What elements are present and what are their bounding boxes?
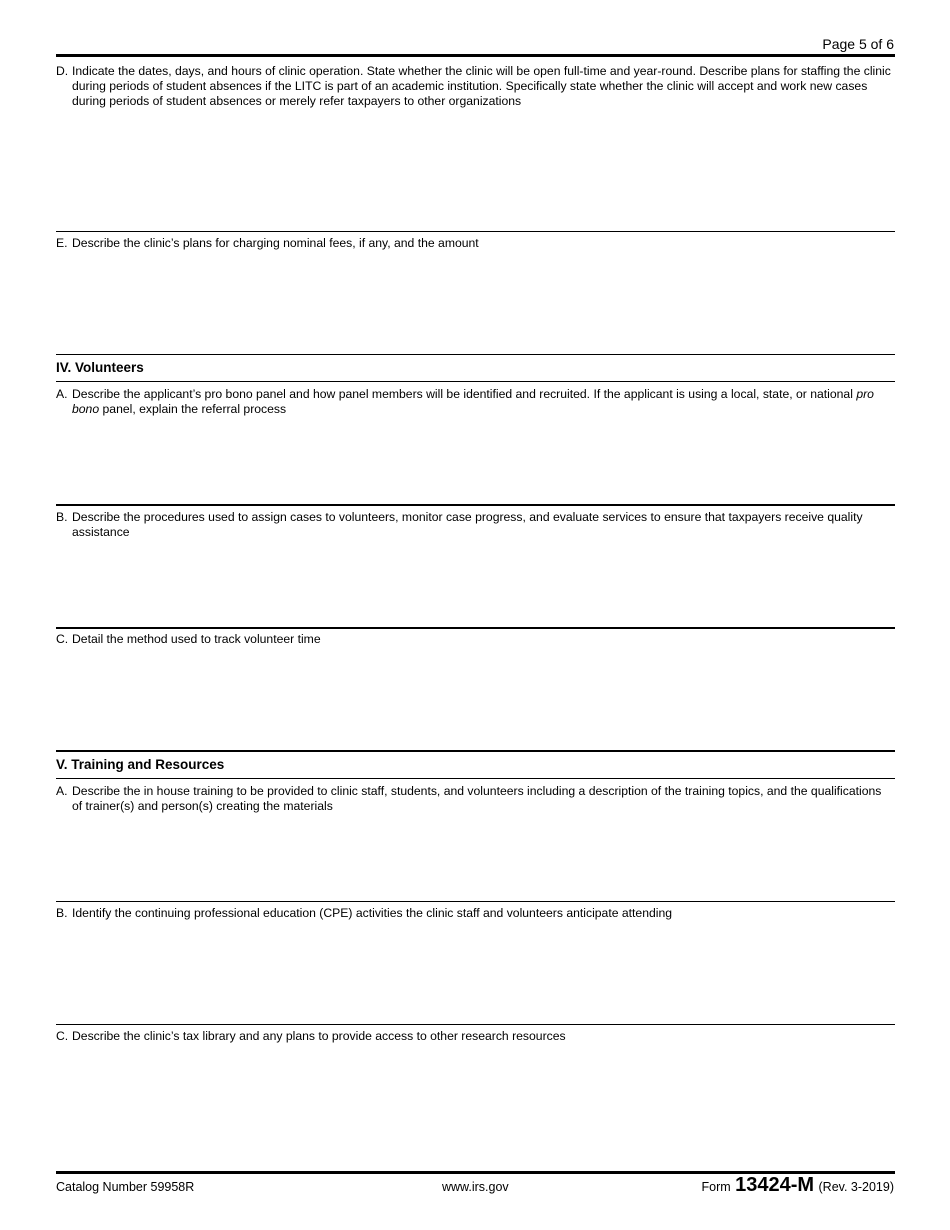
question-iv-c [56,632,892,647]
question-v-b-text: Identify the continuing professional education (CPE) activities the clinic staff and volunteers anticipate attending [72,906,673,920]
question-v-c-text: Describe the clinic’s tax library and any plans to provide access to other research resources [72,1029,566,1043]
question-v-a [56,784,892,814]
question-v-a-text: Describe the in house training to be provided to clinic staff, students, and volunteers including a description of the training topics, and the qualifications of trainer(s) and person(s) creating the materials [72,784,882,813]
question-v-b [56,906,892,921]
page-number: Page 5 of 6 [822,36,894,52]
question-e-text: Describe the clinic’s plans for charging nominal fees, if any, and the amount [72,236,479,250]
form-prefix: Form [701,1180,731,1194]
section-iv-title: IV. Volunteers [56,360,144,375]
form-revision: (Rev. 3-2019) [818,1180,894,1194]
question-iv-a-letter: A. [56,387,68,401]
question-iv-a-text: Describe the applicant’s pro bono panel and how panel members will be identified and recruited. If the applicant is using a local, state, or national [72,387,857,401]
question-e-letter: E. [56,236,68,250]
divider [56,750,895,752]
question-iv-c-letter: C. [56,632,69,646]
section-v-title: V. Training and Resources [56,757,225,772]
question-e [56,236,892,251]
question-iv-a [56,387,892,417]
question-v-b-letter: B. [56,906,68,920]
form-identifier [701,1174,894,1197]
question-d-text: Indicate the dates, days, and hours of clinic operation. State whether the clinic will be open full-time and year-round. Describe plans for staffing the clinic during periods of student absences if the LITC is part of an academic institution. Specifically state whether the clinic will accept and work new cases during periods of student absences or merely refer taxpayers to other organizations [72,64,891,108]
question-d [56,64,892,109]
question-iv-c-text: Detail the method used to track volunteer time [72,632,321,646]
question-iv-b [56,510,892,540]
divider [56,627,895,629]
question-iv-a-text-end: panel, explain the referral process [99,402,287,416]
divider [56,1024,895,1025]
divider [56,231,895,232]
form-number: 13424-M [735,1174,815,1196]
website: www.irs.gov [442,1180,509,1194]
question-iv-b-text: Describe the procedures used to assign cases to volunteers, monitor case progress, and evaluate services to ensure that taxpayers receive quality assistance [72,510,863,539]
question-v-c [56,1029,892,1044]
header-rule [56,54,895,57]
divider [56,354,895,355]
question-iv-a-italic: pro bono [72,387,874,416]
catalog-number: Catalog Number 59958R [56,1180,195,1194]
divider [56,504,895,506]
question-iv-b-letter: B. [56,510,68,524]
divider [56,381,895,382]
question-d-letter: D. [56,64,69,78]
question-v-a-letter: A. [56,784,68,798]
divider [56,778,895,779]
question-v-c-letter: C. [56,1029,69,1043]
divider [56,901,895,902]
